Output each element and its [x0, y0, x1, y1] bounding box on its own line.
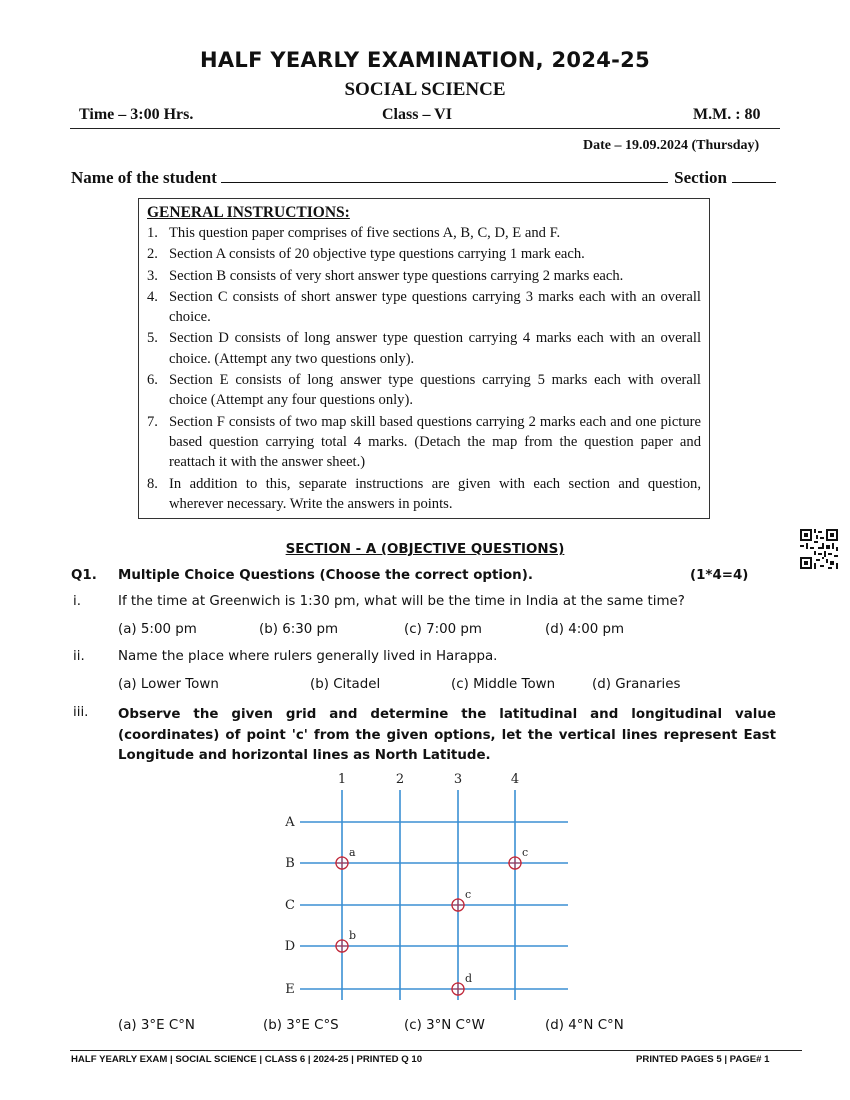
instruction-item: [147, 370, 701, 411]
instruction-number: 3.: [147, 267, 158, 284]
instruction-text: Section C consists of short answer type questions carrying 3 marks each with an overall choice.: [169, 288, 701, 326]
instruction-number: 7.: [147, 413, 158, 430]
q1-heading: Multiple Choice Questions (Choose the correct option).: [118, 568, 533, 583]
grid-point-label: c: [522, 846, 529, 859]
grid-column-label: 3: [453, 772, 463, 787]
question-ii-option-b: (b) Citadel: [310, 677, 381, 692]
question-iii-option-a: (a) 3°E C°N: [118, 1018, 195, 1033]
q1-number: Q1.: [71, 568, 97, 583]
instruction-number: 2.: [147, 246, 158, 263]
grid-column-label: 4: [510, 772, 520, 787]
question-ii-option-a: (a) Lower Town: [118, 677, 219, 692]
instruction-text: In addition to this, separate instructions are given with each section and question, wherever necessary. Write the answers in points.: [169, 475, 701, 512]
q1-marks: (1*4=4): [690, 568, 749, 583]
question-iii-option-d: (d) 4°N C°N: [545, 1018, 624, 1033]
question-iii-option-b: (b) 3°E C°S: [263, 1018, 339, 1033]
instruction-number: 4.: [147, 288, 158, 305]
instruction-number: 5.: [147, 330, 158, 347]
instruction-text: Section F consists of two map skill based questions carrying 2 marks each and one picture based question carrying total 4 marks. (Detach the map from the question paper and reattach it with the answer sheet.): [169, 413, 701, 471]
header-divider: [70, 128, 780, 129]
question-ii-option-c: (c) Middle Town: [451, 677, 556, 692]
instruction-item: [147, 223, 701, 243]
section-a-heading: SECTION - A (OBJECTIVE QUESTIONS): [285, 542, 565, 557]
instruction-item: [147, 266, 701, 286]
instruction-number: 1.: [147, 225, 158, 241]
question-ii-number: ii.: [73, 649, 85, 664]
grid-point-label: c: [465, 888, 472, 901]
instruction-number: 8.: [147, 475, 158, 492]
student-info-row: [71, 168, 776, 188]
student-name-field[interactable]: [221, 168, 668, 183]
footer-exam-info: HALF YEARLY EXAM | SOCIAL SCIENCE | CLASS 6 | 2024-25 | PRINTED Q 10: [71, 1054, 423, 1065]
instruction-text: Section B consists of very short answer type questions carrying 2 marks each.: [169, 267, 624, 284]
instruction-text: Section D consists of long answer type question carrying 4 marks each with an overall choice. (Attempt any two questions only).: [169, 330, 701, 367]
question-iii-text: [118, 705, 776, 767]
question-iii-option-c: (c) 3°N C°W: [404, 1018, 485, 1033]
exam-date: Date – 19.09.2024 (Thursday): [583, 138, 760, 153]
section-label: Section: [674, 168, 727, 187]
grid-row-label: C: [285, 898, 295, 913]
question-i-number: i.: [73, 594, 81, 609]
question-iii-point-label: point 'c': [246, 727, 308, 743]
grid-point-label: a: [349, 846, 356, 859]
footer-divider: [70, 1050, 802, 1051]
question-i-option-d: (d) 4:00 pm: [545, 622, 625, 637]
grid-row-label: A: [285, 815, 295, 830]
question-iii-text-part1: Observe the given grid and determine the latitudinal and longitudinal value (coordinates) of: [118, 707, 776, 743]
question-ii-text: Name the place where rulers generally lived in Harappa.: [118, 649, 498, 664]
grid-point-label: b: [349, 929, 357, 942]
grid-column-label: 1: [337, 772, 347, 787]
question-i-option-a: (a) 5:00 pm: [118, 622, 197, 637]
general-instructions-box: [138, 198, 710, 519]
instruction-item: [147, 244, 701, 264]
question-i-text: If the time at Greenwich is 1:30 pm, what will be the time in India at the same time?: [118, 594, 685, 609]
instruction-item: [147, 474, 701, 515]
grid-column-label: 2: [395, 772, 405, 787]
instruction-text: Section E consists of long answer type questions carrying 5 marks each with overall choice (Attempt any four questions only).: [169, 372, 701, 409]
instruction-number: 6.: [147, 372, 158, 389]
student-name-label: Name of the student: [71, 168, 217, 187]
instruction-item: [147, 328, 701, 369]
exam-duration: Time – 3:00 Hrs.: [79, 106, 194, 123]
question-iii-text-part2: from the given options, let the vertical lines represent East Longitude and horizontal lines as North Latitude.: [118, 727, 777, 763]
instruction-text: Section A consists of 20 objective type questions carrying 1 mark each.: [169, 246, 585, 263]
question-i-option-b: (b) 6:30 pm: [259, 622, 339, 637]
grid-point-label: d: [465, 972, 473, 985]
instructions-list: [147, 223, 701, 514]
exam-title: HALF YEARLY EXAMINATION, 2024-25: [199, 48, 650, 72]
instruction-item: [147, 412, 701, 473]
grid-row-label: D: [284, 939, 296, 954]
instruction-item: [147, 287, 701, 328]
grid-row-label: E: [285, 982, 295, 997]
class-label: Class – VI: [382, 106, 452, 123]
footer-page-info: PRINTED PAGES 5 | PAGE# 1: [636, 1054, 770, 1065]
section-field[interactable]: [732, 168, 776, 183]
question-iii-number: iii.: [73, 705, 89, 720]
instructions-heading: GENERAL INSTRUCTIONS:: [147, 204, 350, 221]
question-ii-option-d: (d) Granaries: [592, 677, 681, 692]
subject-title: SOCIAL SCIENCE: [344, 79, 506, 100]
max-marks: M.M. : 80: [693, 106, 761, 123]
grid-row-label: B: [285, 856, 295, 871]
question-i-option-c: (c) 7:00 pm: [404, 622, 482, 637]
instruction-text: This question paper comprises of five sections A, B, C, D, E and F.: [169, 225, 561, 241]
coordinate-grid-diagram: [270, 768, 580, 1000]
